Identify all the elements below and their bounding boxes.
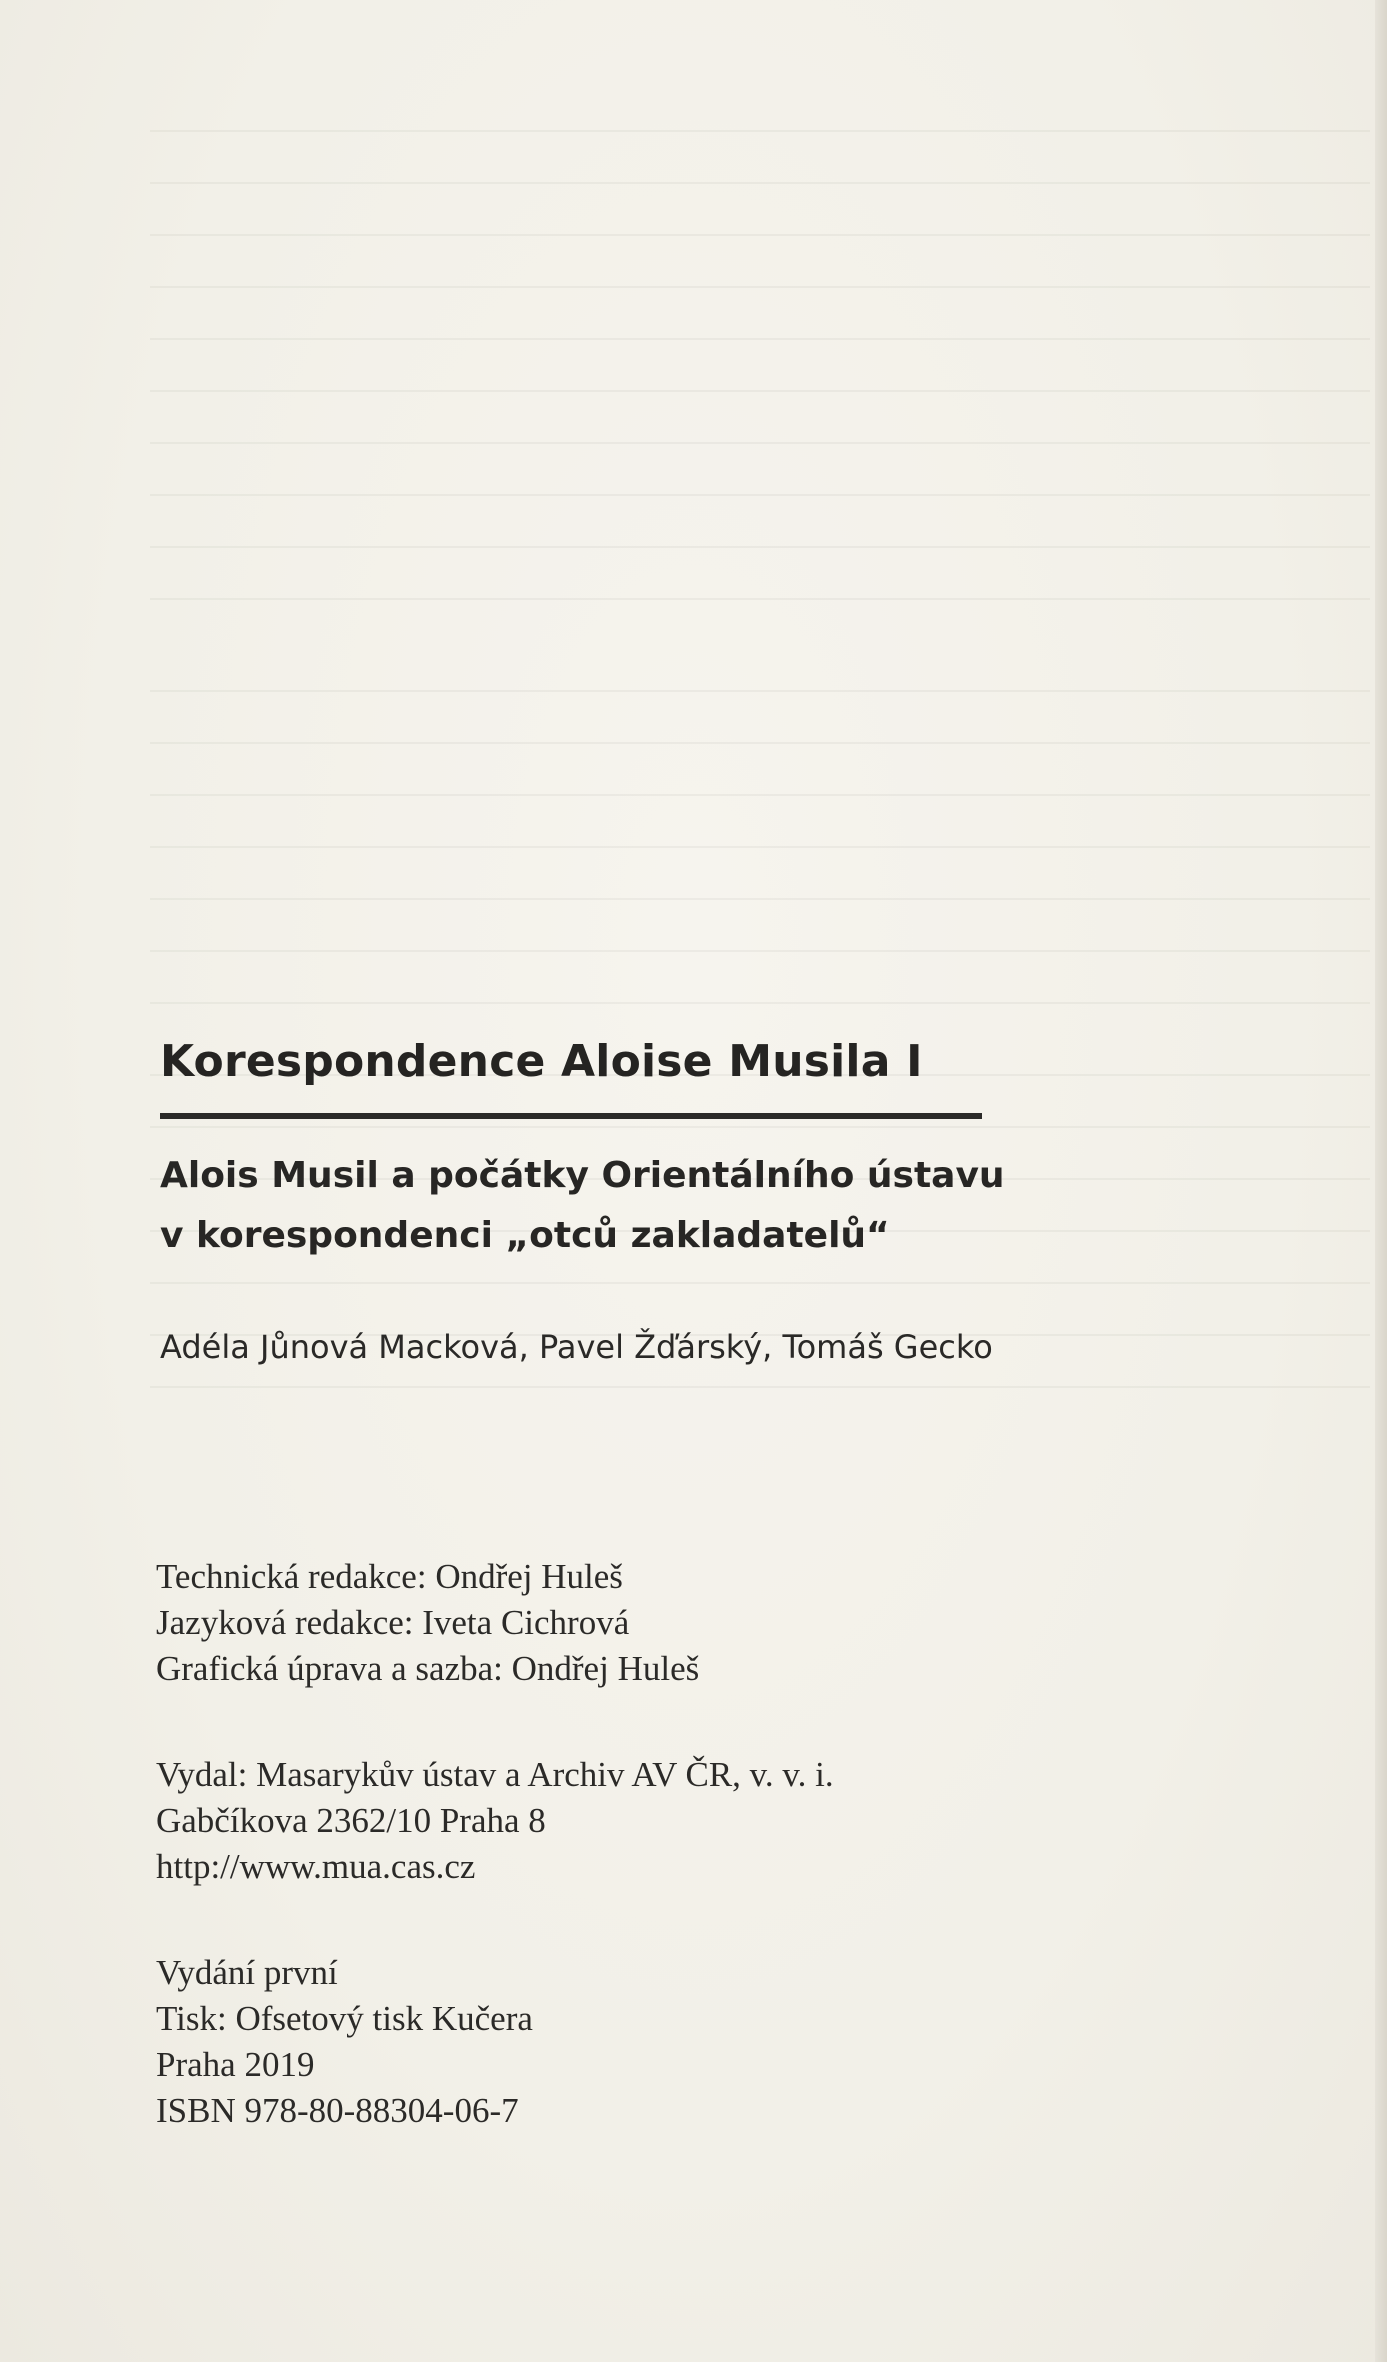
show-through-line bbox=[150, 598, 1370, 600]
technical-editor: Technická redakce: Ondřej Huleš bbox=[156, 1557, 623, 1596]
editors-block bbox=[156, 1554, 699, 1692]
publisher-name: Vydal: Masarykův ústav a Archiv AV ČR, v. v. i. bbox=[156, 1755, 834, 1794]
show-through-line bbox=[150, 234, 1370, 236]
title-rule bbox=[160, 1113, 982, 1119]
show-through-line bbox=[150, 1282, 1370, 1284]
show-through-line bbox=[150, 950, 1370, 952]
show-through-line bbox=[150, 794, 1370, 796]
show-through-line bbox=[150, 494, 1370, 496]
show-through-line bbox=[150, 130, 1370, 132]
language-editor: Jazyková redakce: Iveta Cichrová bbox=[156, 1603, 630, 1642]
page-edge-shadow bbox=[1375, 0, 1387, 2362]
publisher-address: Gabčíkova 2362/10 Praha 8 bbox=[156, 1801, 546, 1840]
show-through-line bbox=[150, 1126, 1370, 1128]
show-through-line bbox=[150, 898, 1370, 900]
show-through-line bbox=[150, 338, 1370, 340]
edition-number: Vydání první bbox=[156, 1953, 338, 1992]
edition-block bbox=[156, 1950, 533, 2134]
show-through-line bbox=[150, 286, 1370, 288]
show-through-line bbox=[150, 1386, 1370, 1388]
authors: Adéla Jůnová Macková, Pavel Žďárský, Tomáš Gecko bbox=[160, 1328, 993, 1366]
subtitle-line: v korespondenci „otců zakladatelů“ bbox=[160, 1215, 890, 1256]
show-through-line bbox=[150, 742, 1370, 744]
show-through-line bbox=[150, 546, 1370, 548]
book-subtitle bbox=[160, 1146, 1005, 1266]
subtitle-line: Alois Musil a počátky Orientálního ústavu bbox=[160, 1155, 1005, 1196]
show-through-line bbox=[150, 442, 1370, 444]
printer: Tisk: Ofsetový tisk Kučera bbox=[156, 1999, 533, 2038]
show-through-line bbox=[150, 690, 1370, 692]
show-through-line bbox=[150, 846, 1370, 848]
book-title: Korespondence Aloise Musila I bbox=[160, 1036, 923, 1087]
show-through-line bbox=[150, 1002, 1370, 1004]
place-year: Praha 2019 bbox=[156, 2045, 315, 2084]
isbn: ISBN 978-80-88304-06-7 bbox=[156, 2091, 519, 2130]
graphic-design-typesetting: Grafická úprava a sazba: Ondřej Huleš bbox=[156, 1649, 700, 1688]
show-through-line bbox=[150, 390, 1370, 392]
publisher-block bbox=[156, 1752, 834, 1890]
publisher-url: http://www.mua.cas.cz bbox=[156, 1847, 476, 1886]
show-through-line bbox=[150, 182, 1370, 184]
